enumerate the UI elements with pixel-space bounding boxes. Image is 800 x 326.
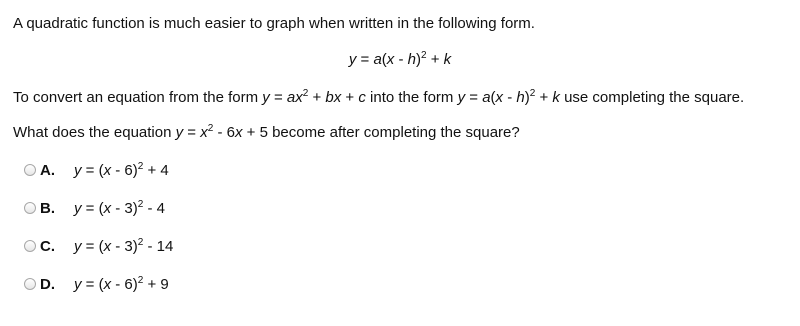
choice-c-radio[interactable] bbox=[24, 240, 36, 252]
choice-d[interactable] bbox=[24, 274, 169, 294]
choice-a-equation: y = (x - 6)$^2$ + 4 bbox=[74, 160, 169, 179]
choice-b[interactable] bbox=[24, 198, 165, 218]
choice-c[interactable] bbox=[24, 236, 173, 256]
question-text: What does the equation $y = x^2 - 6x + 5$ become after completing the square? bbox=[13, 123, 520, 141]
choice-a-letter: A. bbox=[40, 161, 55, 179]
choice-b-radio[interactable] bbox=[24, 202, 36, 214]
choice-d-equation: y = (x - 6)$^2$ + 9 bbox=[74, 274, 169, 293]
choice-a-radio[interactable] bbox=[24, 164, 36, 176]
choice-b-letter: B. bbox=[40, 199, 55, 217]
choice-c-equation: y = (x - 3)$^2$ - 14 bbox=[74, 236, 174, 255]
instruction-text: To convert an equation from the form $y = ax^2$ + bx + c into the form y = a(x - h)$^2$ + k use completing the square. bbox=[13, 88, 745, 106]
intro-text: A quadratic function is much easier to graph when written in the following form. bbox=[13, 15, 535, 32]
choice-c-letter: C. bbox=[40, 237, 55, 255]
vertex-form-formula: y = a(x - h)$^2$ + k bbox=[348, 50, 452, 68]
choice-b-equation: y = (x - 3)$^2$ - 4 bbox=[74, 198, 166, 217]
choice-d-letter: D. bbox=[40, 275, 55, 293]
choice-d-radio[interactable] bbox=[24, 278, 36, 290]
choice-a[interactable] bbox=[24, 160, 169, 180]
